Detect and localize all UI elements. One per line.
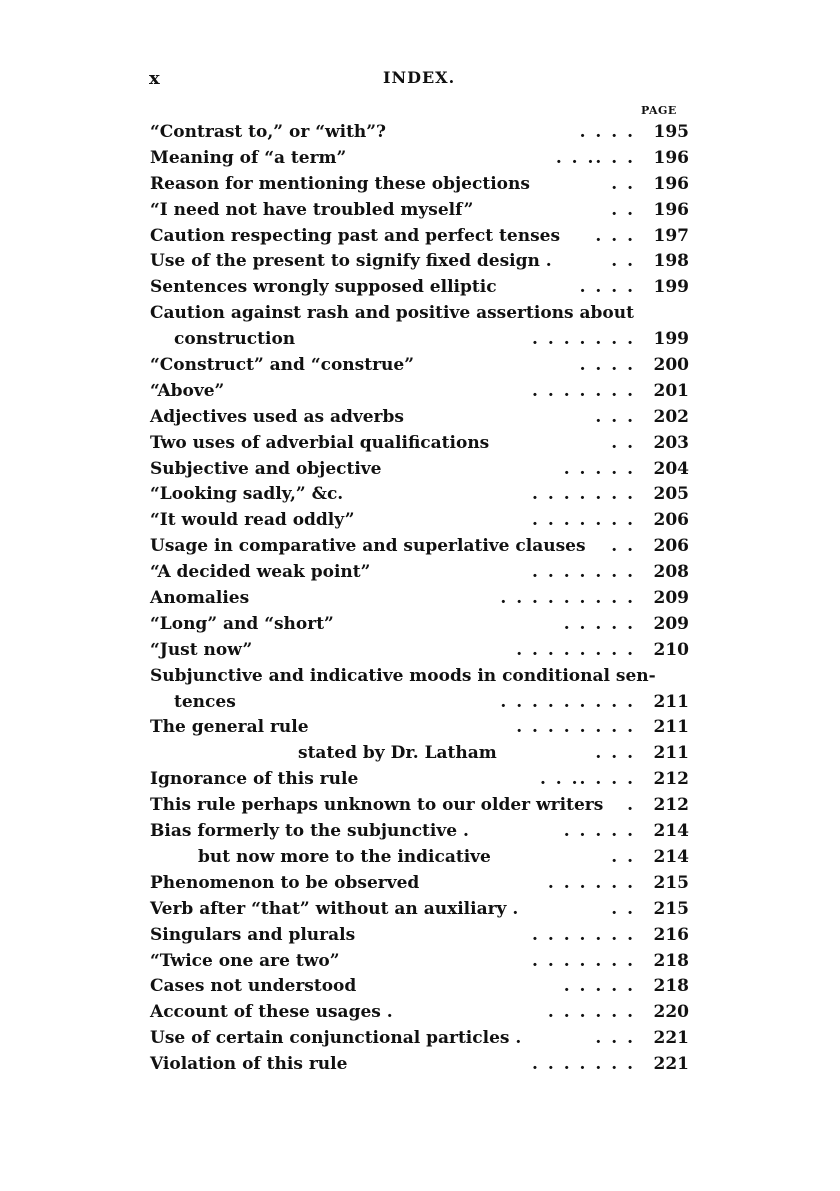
index-entry <box>150 508 695 534</box>
entry-page-number: 200 <box>653 355 689 376</box>
entry-text: This rule perhaps unknown to our older writers <box>150 795 604 816</box>
entry-text: “Just now” <box>150 639 253 660</box>
entry-leader-dots: . . . . . . . <box>532 329 635 350</box>
entry-text: “Twice one are two” <box>150 950 340 971</box>
entry-text: Two uses of adverbial qualifications <box>150 432 490 453</box>
index-entry <box>150 845 695 871</box>
entry-text: “Above” <box>150 380 225 401</box>
running-head-title: INDEX. <box>383 68 456 87</box>
entry-text: Usage in comparative and superlative clauses <box>150 536 586 557</box>
entry-page-number: 211 <box>653 743 689 764</box>
index-entry <box>150 249 695 275</box>
index-entry <box>150 405 695 431</box>
page-folio: x <box>149 68 160 89</box>
entry-page-number: 196 <box>653 147 689 168</box>
entry-page-number: 202 <box>653 406 689 427</box>
entry-page-number: 218 <box>653 976 689 997</box>
entry-text: “I need not have troubled myself” <box>150 199 474 220</box>
entry-page-number: 210 <box>653 639 689 660</box>
index-entry <box>150 612 695 638</box>
index-entry <box>150 741 695 767</box>
entry-leader-dots: . . <box>611 251 635 272</box>
entry-leader-dots: . . . . . <box>563 613 635 634</box>
entry-leader-dots: . . . . . <box>563 458 635 479</box>
index-entry <box>150 431 695 457</box>
entry-page-number: 212 <box>653 769 689 790</box>
entry-text: Phenomenon to be observed <box>150 872 420 893</box>
entry-page-number: 205 <box>653 484 689 505</box>
entry-leader-dots: . . .. . . <box>555 147 635 168</box>
entry-text: Use of the present to signify fixed design . <box>150 251 552 272</box>
index-entry <box>150 327 695 353</box>
index-entry <box>150 353 695 379</box>
index-entry <box>150 715 695 741</box>
entry-leader-dots: . . . . . <box>563 976 635 997</box>
index-entry <box>150 586 695 612</box>
index-entry <box>150 897 695 923</box>
entry-text: “Long” and “short” <box>150 613 334 634</box>
entry-text: Use of certain conjunctional particles . <box>150 1028 522 1049</box>
index-entry <box>150 638 695 664</box>
entry-page-number: 196 <box>653 173 689 194</box>
index-entry <box>150 949 695 975</box>
entry-text: Caution against rash and positive assertions about <box>150 303 634 324</box>
entry-text: Caution respecting past and perfect tenses <box>150 225 561 246</box>
index-entry <box>150 690 695 716</box>
entry-leader-dots: . . <box>611 199 635 220</box>
entry-page-number: 197 <box>653 225 689 246</box>
index-entry <box>150 974 695 1000</box>
index-entry <box>150 120 695 146</box>
entry-page-number: 221 <box>653 1054 689 1075</box>
index-entry <box>150 482 695 508</box>
entry-page-number: 203 <box>653 432 689 453</box>
entry-page-number: 209 <box>653 613 689 634</box>
entry-text: but now more to the indicative <box>198 846 491 867</box>
entry-leader-dots: . . . . . . . . <box>516 639 635 660</box>
index-entry <box>150 1026 695 1052</box>
entry-leader-dots: . . . <box>595 225 635 246</box>
entry-text: Reason for mentioning these objections <box>150 173 530 194</box>
entry-text: stated by Dr. Latham <box>298 743 497 764</box>
entry-leader-dots: . . . . . . . <box>532 484 635 505</box>
entry-page-number: 215 <box>653 898 689 919</box>
index-entry <box>150 871 695 897</box>
index-entry <box>150 379 695 405</box>
entry-leader-dots: . . . . . . . <box>532 924 635 945</box>
entry-leader-dots: . . . . . <box>563 821 635 842</box>
entry-page-number: 215 <box>653 872 689 893</box>
entry-page-number: 206 <box>653 536 689 557</box>
index-entry <box>150 172 695 198</box>
entry-text: Adjectives used as adverbs <box>150 406 404 427</box>
entry-page-number: 201 <box>653 380 689 401</box>
entry-text: tences <box>174 691 236 712</box>
index-entry <box>150 1000 695 1026</box>
index-entry <box>150 534 695 560</box>
entry-text: “Looking sadly,” &c. <box>150 484 344 505</box>
entry-text: Cases not understood <box>150 976 357 997</box>
index-entry <box>150 819 695 845</box>
entry-page-number: 208 <box>653 562 689 583</box>
entry-leader-dots: . . . <box>595 1028 635 1049</box>
entry-leader-dots: . . <box>611 846 635 867</box>
entry-leader-dots: . . . . . . . <box>532 950 635 971</box>
entry-leader-dots: . . . . . . . . . <box>500 588 635 609</box>
entry-leader-dots: . . . . <box>579 355 635 376</box>
entry-page-number: 209 <box>653 588 689 609</box>
entry-text: “A decided weak point” <box>150 562 371 583</box>
entry-text: “Contrast to,” or “with”? <box>150 122 387 142</box>
entry-text: Singulars and plurals <box>150 924 356 945</box>
entry-page-number: 196 <box>653 199 689 220</box>
entry-text: Meaning of “a term” <box>150 147 347 168</box>
entry-leader-dots: . . . . . . . <box>532 1054 635 1075</box>
entry-page-number: 211 <box>653 717 689 738</box>
entry-page-number: 199 <box>653 329 689 350</box>
entry-text: Subjunctive and indicative moods in conditional sen- <box>150 665 656 686</box>
entry-leader-dots: . . . . . . <box>547 872 635 893</box>
entry-text: Account of these usages . <box>150 1002 393 1023</box>
index-entry <box>150 146 695 172</box>
index-entry <box>150 560 695 586</box>
entry-leader-dots: . . . . . . . <box>532 380 635 401</box>
entry-leader-dots: . . . . . . . . <box>516 717 635 738</box>
entry-text: Verb after “that” without an auxiliary . <box>150 898 519 919</box>
entry-page-number: 199 <box>653 277 689 298</box>
entry-leader-dots: . . . . . . <box>547 1002 635 1023</box>
entry-leader-dots: . . <box>611 536 635 557</box>
entry-text: The general rule <box>150 717 309 738</box>
entry-text: Violation of this rule <box>150 1054 348 1075</box>
index-entry-list <box>150 120 695 1078</box>
entry-page-number: 212 <box>653 795 689 816</box>
entry-leader-dots: . . .. . . . <box>539 769 635 790</box>
index-entry <box>150 793 695 819</box>
entry-leader-dots: . . . <box>595 406 635 427</box>
entry-page-number: 214 <box>653 821 689 842</box>
entry-page-number: 211 <box>653 691 689 712</box>
entry-page-number: 214 <box>653 846 689 867</box>
entry-leader-dots: . . . . <box>579 277 635 298</box>
index-entry <box>150 224 695 250</box>
page-column-label: PAGE <box>641 104 677 117</box>
entry-page-number: 218 <box>653 950 689 971</box>
index-entry <box>150 301 695 327</box>
index-entry <box>150 664 695 690</box>
index-entry <box>150 275 695 301</box>
index-entry <box>150 457 695 483</box>
index-entry <box>150 198 695 224</box>
entry-leader-dots: . . . <box>595 743 635 764</box>
entry-text: Subjective and objective <box>150 458 382 479</box>
entry-text: “It would read oddly” <box>150 510 355 531</box>
entry-leader-dots: . . . . . . . <box>532 562 635 583</box>
entry-page-number: 221 <box>653 1028 689 1049</box>
entry-page-number: 195 <box>653 122 689 142</box>
entry-leader-dots: . <box>627 795 635 816</box>
entry-page-number: 204 <box>653 458 689 479</box>
entry-leader-dots: . . <box>611 432 635 453</box>
entry-text: Bias formerly to the subjunctive . <box>150 821 469 842</box>
entry-page-number: 198 <box>653 251 689 272</box>
entry-leader-dots: . . . . . . . . . <box>500 691 635 712</box>
index-entry <box>150 923 695 949</box>
entry-page-number: 220 <box>653 1002 689 1023</box>
entry-page-number: 206 <box>653 510 689 531</box>
entry-text: Anomalies <box>150 588 250 609</box>
entry-page-number: 216 <box>653 924 689 945</box>
index-entry <box>150 767 695 793</box>
entry-leader-dots: . . <box>611 173 635 194</box>
entry-leader-dots: . . <box>611 898 635 919</box>
entry-leader-dots: . . . . . . . <box>532 510 635 531</box>
entry-text: Sentences wrongly supposed elliptic <box>150 277 497 298</box>
entry-leader-dots: . . . . <box>579 122 635 142</box>
entry-text: Ignorance of this rule <box>150 769 359 790</box>
index-entry <box>150 1052 695 1078</box>
entry-text: construction <box>174 329 296 350</box>
entry-text: “Construct” and “construe” <box>150 355 414 376</box>
